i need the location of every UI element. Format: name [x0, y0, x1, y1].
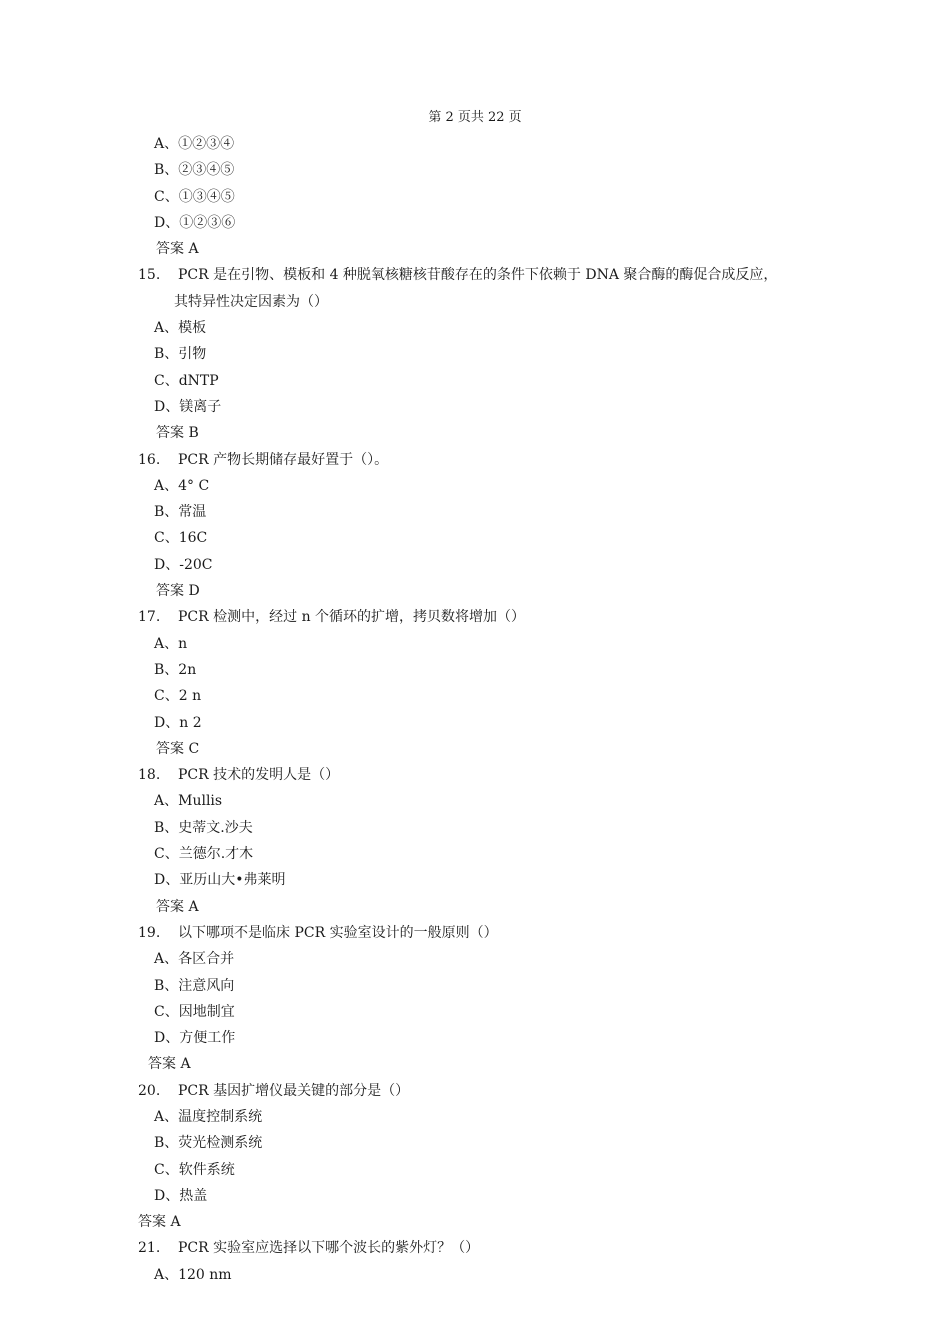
option-a: A、各区合并 [154, 951, 235, 968]
option-a: A、4° C [154, 477, 210, 494]
question-20 [0, 1078, 950, 1236]
option-b: B、注意风向 [154, 977, 235, 994]
option-c: C、2 n [154, 688, 202, 705]
question-number: 19. [138, 924, 161, 941]
question-number: 20. [138, 1082, 161, 1099]
question-stem [0, 447, 950, 473]
option-d: D、①②③⑥ [154, 214, 236, 231]
question-15 [0, 262, 950, 446]
option-c: C、兰德尔.才木 [154, 846, 254, 863]
answer-line: 答案 A [156, 241, 199, 258]
question-stem [0, 1078, 950, 1104]
option-d: D、亚历山大•弗莱明 [154, 872, 286, 889]
page-header: 第 2 页共 22 页 [428, 110, 522, 125]
option-b: B、②③④⑤ [154, 162, 235, 179]
question-number: 18. [138, 767, 161, 784]
question-text: PCR 实验室应选择以下哪个波长的紫外灯？（） [178, 1240, 480, 1257]
question-number: 17. [138, 609, 161, 626]
option-a: A、n [154, 635, 188, 652]
option-b: B、荧光检测系统 [154, 1135, 263, 1152]
question-text: PCR 技术的发明人是（） [178, 767, 340, 784]
option-a: A、120 nm [154, 1266, 232, 1283]
option-b: B、常温 [154, 504, 207, 521]
question-stem [0, 262, 950, 288]
option-c: C、①③④⑤ [154, 188, 235, 205]
question-stem [0, 920, 950, 946]
option-b: B、引物 [154, 346, 207, 363]
question-number: 15. [138, 267, 161, 284]
question-text: PCR 是在引物、模板和 4 种脱氧核糖核苷酸存在的条件下依赖于 DNA 聚合酶的酶促合成反应， [178, 267, 778, 284]
option-a: A、温度控制系统 [154, 1108, 263, 1125]
answer-line: 答案 A [148, 1056, 191, 1073]
answer-line: 答案 A [138, 1214, 181, 1231]
question-number: 16. [138, 451, 161, 468]
question-text: PCR 基因扩增仪最关键的部分是（） [178, 1082, 410, 1099]
option-d: D、n 2 [154, 714, 202, 731]
question-stem [0, 1235, 950, 1261]
option-d: D、方便工作 [154, 1030, 236, 1047]
option-a: A、模板 [154, 320, 207, 337]
question-text-continuation: 其特异性决定因素为（） [174, 293, 328, 310]
answer-line: 答案 B [156, 425, 199, 442]
question-18 [0, 762, 950, 920]
question-19 [0, 920, 950, 1078]
option-b: B、史蒂文.沙夫 [154, 819, 253, 836]
question-number: 21. [138, 1240, 161, 1257]
option-d: D、镁离子 [154, 398, 222, 415]
question-text: 以下哪项不是临床 PCR 实验室设计的一般原则（） [178, 924, 498, 941]
question-text: PCR 产物长期储存最好置于（）。 [178, 451, 389, 468]
question-text: PCR 检测中，经过 n 个循环的扩增，拷贝数将增加（） [178, 609, 526, 626]
option-d: D、-20C [154, 556, 213, 573]
document-body [0, 131, 950, 1288]
option-c: C、因地制宜 [154, 1003, 235, 1020]
option-c: C、16C [154, 530, 208, 547]
question-17 [0, 604, 950, 762]
question-16 [0, 447, 950, 605]
option-c: C、软件系统 [154, 1161, 235, 1178]
answer-line: 答案 C [156, 740, 200, 757]
question-stem [0, 604, 950, 630]
answer-line: 答案 A [156, 898, 199, 915]
question-14-continuation [0, 131, 950, 262]
option-a: A、①②③④ [154, 136, 235, 152]
question-stem [0, 762, 950, 788]
option-d: D、热盖 [154, 1187, 208, 1204]
answer-line: 答案 D [156, 583, 200, 600]
question-21 [0, 1235, 950, 1288]
option-c: C、dNTP [154, 372, 219, 389]
option-a: A、Mullis [154, 793, 223, 810]
option-b: B、2n [154, 661, 197, 678]
